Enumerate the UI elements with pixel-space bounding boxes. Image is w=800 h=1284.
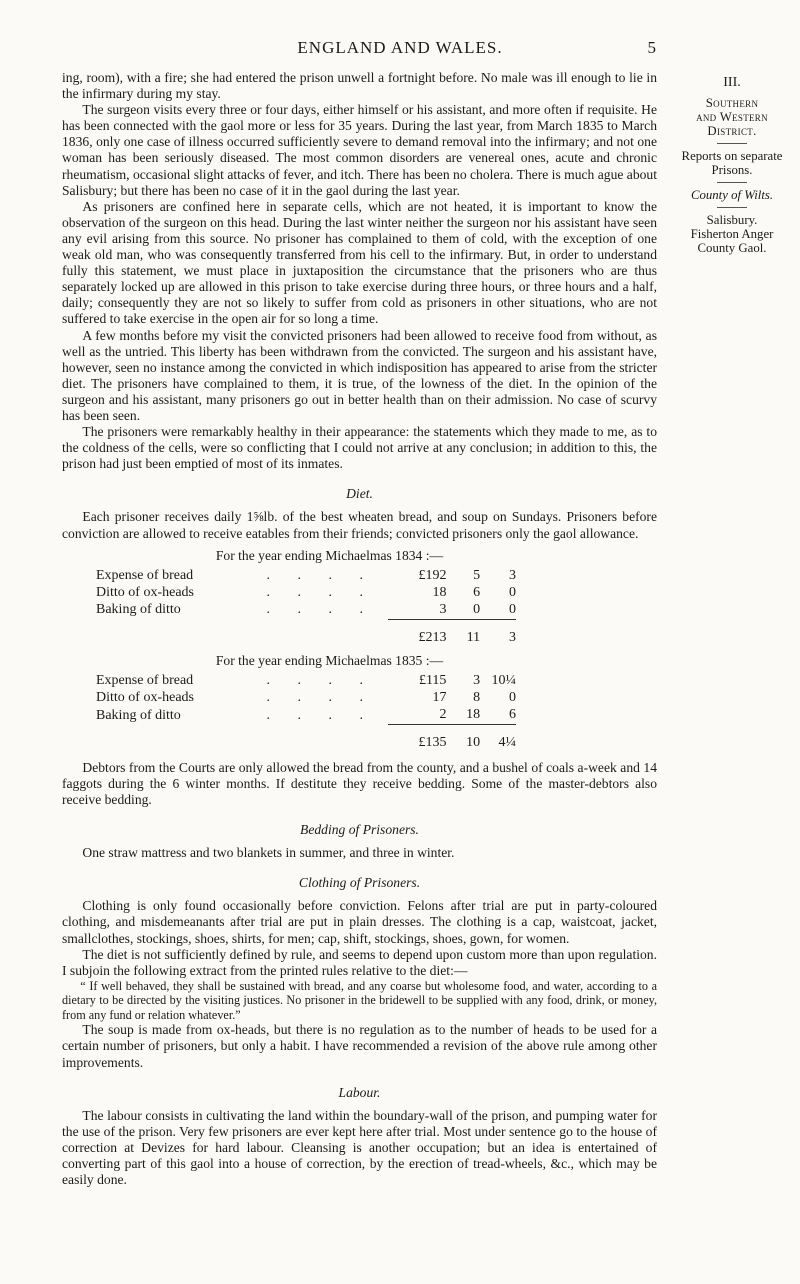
region-line-2: and Western <box>696 110 768 124</box>
leader-dots: . . . . <box>266 585 375 601</box>
expense-table-1835 <box>62 653 657 752</box>
margin-divider <box>717 207 747 208</box>
shillings-cell: 5 <box>473 568 481 584</box>
leader-dots: . . . . <box>266 690 375 706</box>
total-shillings: 11 <box>466 630 481 646</box>
paragraph-labour: The labour consists in cultivating the land within the boundary-wall of the prison, and pumping water for the use of the prison. Very few prisoners are ever kept here after trial. Most under sentence go to the house of correction at Devizes for hard labour. Cleansing is another occupation; but an idea is entertained of converting part of this gaol into a house of correction, by the erection of tread-wheels, &c., which may be easily done. <box>62 1107 657 1188</box>
row-label: Expense of bread <box>96 673 194 689</box>
paragraph-continued: ing, room), with a fire; she had entered the prison unwell a fortnight before. No male was ill enough to lie in the infirmary during my stay. <box>62 70 657 102</box>
margin-notes <box>672 76 792 255</box>
pounds-cell: 3 <box>388 602 446 620</box>
total-row <box>96 619 516 647</box>
table-row <box>96 690 516 707</box>
row-label: Ditto of ox-heads <box>96 690 194 706</box>
place-line-1: Salisbury. <box>706 213 758 227</box>
pence-cell: 3 <box>509 568 516 584</box>
paragraph-bedding: One straw mattress and two blankets in summer, and three in winter. <box>82 845 455 861</box>
section-number: III. <box>723 75 741 90</box>
pounds-cell: 17 <box>432 690 447 706</box>
pounds-cell: 2 <box>388 707 446 725</box>
region-line-3: District. <box>707 124 757 138</box>
leader-dots: . . . . <box>266 602 375 618</box>
paragraph-diet: Each prisoner receives daily 1⅝lb. of the best wheaten bread, and soup on Sundays. Prisoners before conviction are allowed to receive eatables from their friends; convicted prisoners only the gaol allowance. <box>62 509 657 541</box>
shillings-cell: 3 <box>473 673 481 689</box>
pounds-cell: 18 <box>432 585 447 601</box>
pounds-cell: £192 <box>418 568 447 584</box>
section-heading-bedding: Bedding of Prisoners. <box>300 822 419 838</box>
table-title-1835: For the year ending Michaelmas 1835 :— <box>215 652 444 668</box>
leader-dots: . . . . <box>266 707 375 723</box>
expense-table-1834 <box>62 548 657 647</box>
section-heading-clothing: Clothing of Prisoners. <box>298 875 421 891</box>
total-pence: 3 <box>509 630 516 646</box>
main-text-column <box>62 70 657 1188</box>
total-row <box>96 724 516 752</box>
margin-divider <box>717 143 747 144</box>
leader-dots: . . . . <box>266 673 375 689</box>
running-head: ENGLAND AND WALES. <box>297 38 503 57</box>
total-pounds: £213 <box>418 630 447 646</box>
county-heading: County of Wilts. <box>690 188 774 202</box>
paragraph-prisoner-health: The prisoners were remarkably healthy in their appearance: the statements which they made to me, as to the coldness of the cells, were so conflicting that I could not arrive at any conclusion; in addition to this, the prison had just been emptied of most of its inmates. <box>62 424 657 472</box>
row-label: Ditto of ox-heads <box>96 585 194 601</box>
section-heading-labour: Labour. <box>338 1084 381 1100</box>
paragraph-food-from-without: A few months before my visit the convicted prisoners had been allowed to receive food from without, as well as the untried. This liberty has been withdrawn from the convicted. The surgeon and his assistant have, however, seen no instance among the convicted in which indisposition has appeared to arise from the stricter diet. The prisoners have complained to them, it is true, of the lowness of the diet. In the opinion of the surgeon and his assistant, many prisoners go out in better health than on their admission. No case of scurvy has been seen. <box>62 327 657 423</box>
table-row <box>96 568 516 585</box>
paragraph-separate-cells: As prisoners are confined here in separate cells, which are not heated, it is important to know the observation of the surgeon on this head. During the last winter neither the surgeon nor his assistant have seen any evil arising from this source. No prisoner has complained to them of cold, with the exception of one weak old man, who was consequently transferred from his cell to the infirmary. But, in order to understand fully this statement, we must place in juxtaposition the circumstance that the prisoners who are thus separately locked up are allowed in this prison to take exercise during three hours, or three hours and a half, daily; consequently they are not so likely to suffer from cold as prisoners in other situations, who are not suffered to take exercise in the open air for so long a time. <box>62 198 657 327</box>
pence-cell: 0 <box>509 585 516 601</box>
paragraph-diet-rules: The diet is not sufficiently defined by rule, and seems to depend upon custom more than upon regulation. I subjoin the following extract from the printed rules relative to the diet:— <box>62 946 657 978</box>
pence-cell: 6 <box>480 707 516 725</box>
reports-line-1: Reports on separate <box>681 149 783 163</box>
table-row <box>96 585 516 602</box>
shillings-cell: 0 <box>446 602 480 620</box>
total-shillings: 10 <box>466 735 481 751</box>
place-line-2: Fisherton Anger <box>690 227 774 241</box>
page-header <box>0 38 800 66</box>
section-heading-diet: Diet. <box>346 486 373 502</box>
paragraph-clothing: Clothing is only found occasionally before conviction. Felons after trial are put in party-coloured clothing, and misdemeanants after trial are put in plain dresses. The clothing is a cap, waistcoat, jacket, smallclothes, stockings, shoes, shirts, for men; cap, shift, stockings, shoes, gown, for women. <box>62 898 657 946</box>
pounds-cell: £115 <box>418 673 447 689</box>
total-pounds: £135 <box>418 735 447 751</box>
paragraph-soup: The soup is made from ox-heads, but there is no regulation as to the number of heads to be used for a certain number of prisoners, but only a habit. I have recommended a revision of the above rule among other improvements. <box>62 1022 657 1070</box>
pence-cell: 0 <box>509 690 516 706</box>
total-pence: 4¼ <box>498 735 516 751</box>
table-row <box>96 673 516 690</box>
shillings-cell: 8 <box>473 690 481 706</box>
place-line-3: County Gaol. <box>697 241 767 255</box>
table-title-1834: For the year ending Michaelmas 1834 :— <box>215 547 444 563</box>
region-line-1: Southern <box>705 96 759 110</box>
leader-dots: . . . . <box>266 568 375 584</box>
page-number: 5 <box>647 38 656 57</box>
table-row <box>96 602 516 620</box>
reports-line-2: Prisons. <box>711 163 753 177</box>
paragraph-debtors: Debtors from the Courts are only allowed the bread from the county, and a bushel of coals a-week and 14 faggots during the 6 winter months. If destitute they receive bedding. Some of the master-debtors also receive bedding. <box>62 759 657 807</box>
margin-divider <box>717 182 747 183</box>
paragraph-surgeon-visits: The surgeon visits every three or four days, either himself or his assistant, and more often if requisite. He has been connected with the gaol more or less for 35 years. During the last year, from March 1835 to March 1836, only one case of illness occurred sufficiently severe to demand removal into the infirmary; and not one woman has been seriously diseased. The most common disorders are venereal ones, acute and chronic rheumatism, occasional slight attacks of fever, and itch. There has been no cholera. There is much ague about Salisbury; but there has been no case of it in the gaol during the last year. <box>62 102 657 198</box>
shillings-cell: 18 <box>446 707 480 725</box>
pence-cell: 0 <box>480 602 516 620</box>
quoted-rule: “ If well behaved, they shall be sustained with bread, and any coarse but wholesome food, and water, according to a dietary to be directed by the visiting justices. No prisoner in the bridewell to be supplied with any food, drink, or money, from any fund or relation whatever.” <box>62 978 657 1022</box>
table-row <box>96 707 516 725</box>
shillings-cell: 6 <box>473 585 481 601</box>
row-label: Expense of bread <box>96 568 194 584</box>
row-label: Baking of ditto <box>96 707 181 723</box>
row-label: Baking of ditto <box>96 602 181 618</box>
pence-cell: 10¼ <box>491 673 516 689</box>
